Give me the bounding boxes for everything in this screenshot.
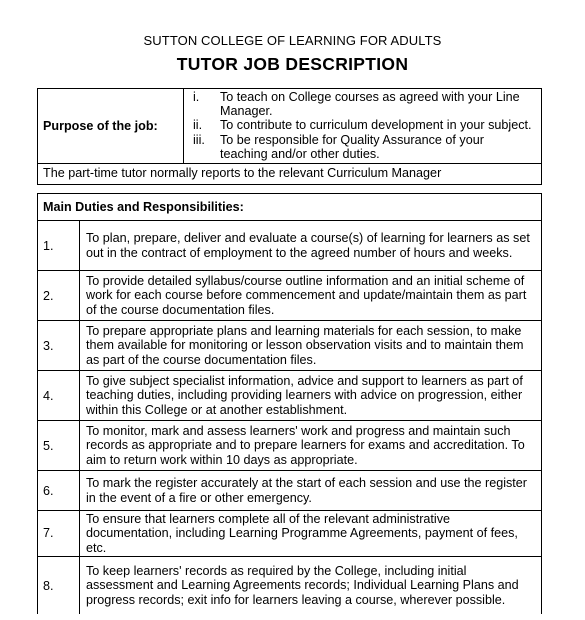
duty-text: To mark the register accurately at the start of each session and use the register in the event of a fire or other emergency. [80, 471, 542, 511]
duty-text: To provide detailed syllabus/course outline information and an initial scheme of work for each course before commencement and update/maintain them as part of the course documentation files. [80, 271, 542, 321]
purpose-item [193, 118, 533, 132]
duty-row [38, 511, 542, 557]
purpose-item-text: To contribute to curriculum development in your subject. [220, 118, 532, 133]
purpose-item-number: i. [193, 90, 200, 104]
duty-text: To monitor, mark and assess learners' work and progress and maintain such records as appropriate and to prepare learners for exams and accreditation. To aim to return work within 10 days as appropriate. [80, 421, 542, 471]
purpose-item-number: iii. [193, 132, 205, 147]
duties-header: Main Duties and Responsibilities: [38, 194, 542, 221]
duty-text: To keep learners' records as required by the College, including initial assessment and Learning Agreements records; Individual Learning Plans and progress records; exit info for learners leaving a course, wherever possible. [80, 556, 542, 614]
duty-row [38, 471, 542, 511]
college-name: SUTTON COLLEGE OF LEARNING FOR ADULTS [143, 33, 442, 48]
duty-row [38, 421, 542, 471]
duty-number: 1. [38, 221, 80, 271]
purpose-label: Purpose of the job: [38, 89, 184, 164]
duties-table [37, 193, 542, 614]
duty-number: 8. [38, 556, 80, 614]
duty-row [38, 221, 542, 271]
duty-text: To prepare appropriate plans and learning materials for each session, to make them available for monitoring or lesson observation visits and to maintain them as part of the course documentation files. [80, 321, 542, 371]
reports-to-text: The part-time tutor normally reports to the relevant Curriculum Manager [38, 164, 542, 185]
duty-number: 4. [38, 371, 80, 421]
duty-number: 6. [38, 471, 80, 511]
purpose-item [193, 90, 533, 118]
duty-row [38, 271, 542, 321]
purpose-item-text: To teach on College courses as agreed with your Line Manager. [220, 90, 520, 119]
purpose-table [37, 88, 542, 185]
duty-number: 7. [38, 511, 80, 557]
duty-number: 5. [38, 421, 80, 471]
document-title: TUTOR JOB DESCRIPTION [176, 54, 409, 74]
purpose-row [38, 89, 542, 164]
duties-header-row [38, 194, 542, 221]
duty-row [38, 371, 542, 421]
duty-text: To plan, prepare, deliver and evaluate a course(s) of learning for learners as set out in the contract of employment to the agreed number of hours and weeks. [80, 221, 542, 271]
duty-text: To ensure that learners complete all of the relevant administrative documentation, including Learning Programme Agreements, payment of fees, etc. [80, 511, 542, 557]
purpose-item [193, 133, 533, 161]
duty-text: To give subject specialist information, advice and support to learners as part of teaching duties, including providing learners with advice on progression, either within this College or at another establishment. [80, 371, 542, 421]
reports-row [38, 164, 542, 185]
purpose-list [184, 89, 542, 164]
duty-row [38, 556, 542, 614]
duty-number: 2. [38, 271, 80, 321]
duty-row [38, 321, 542, 371]
duty-number: 3. [38, 321, 80, 371]
purpose-item-number: ii. [193, 118, 203, 133]
purpose-item-text: To be responsible for Quality Assurance of your teaching and/or other duties. [220, 132, 484, 161]
